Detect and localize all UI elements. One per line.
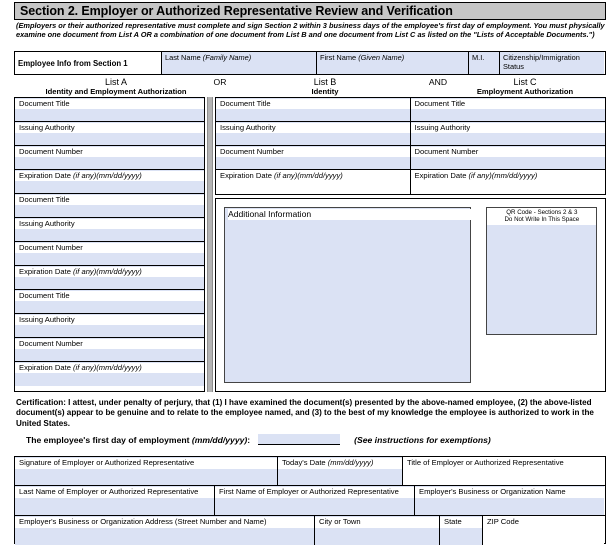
column-divider xyxy=(207,97,213,392)
conjunction-and: AND xyxy=(428,77,448,87)
todays-date-field[interactable] xyxy=(278,457,403,485)
list-b-expiration-field[interactable] xyxy=(216,170,410,193)
list-b-doc-number-field[interactable] xyxy=(216,146,410,170)
first-day-of-employment-row xyxy=(26,434,596,445)
last-name-field[interactable] xyxy=(162,52,317,74)
qr-code-label-line2: Do Not Write In This Space xyxy=(504,216,580,224)
qr-code-label xyxy=(487,208,596,225)
list-a-header xyxy=(20,77,212,97)
employer-signature-block xyxy=(14,456,606,544)
employer-last-name-label: Last Name of Employer or Authorized Representative xyxy=(15,487,214,498)
list-c-doc-title-field[interactable] xyxy=(411,98,606,122)
list-a-doc3-title-field[interactable] xyxy=(15,290,204,314)
employee-info-row xyxy=(14,51,606,75)
list-c-fields xyxy=(411,98,606,194)
employer-last-name-field[interactable] xyxy=(15,486,215,514)
employer-state-field[interactable] xyxy=(440,516,483,545)
signature-row-1 xyxy=(15,457,605,486)
list-c-doc-number-field[interactable] xyxy=(411,146,606,170)
exemption-note: (See instructions for exemptions) xyxy=(354,435,491,445)
list-b-fields xyxy=(216,98,411,194)
list-a-doc2-expiration-field[interactable] xyxy=(15,266,204,290)
document-title-label: Document Title xyxy=(15,291,204,301)
employer-first-name-label: First Name of Employer or Authorized Representative xyxy=(215,487,414,498)
first-name-field[interactable] xyxy=(317,52,469,74)
middle-initial-label: M.I. xyxy=(472,53,485,62)
expiration-date-label: Expiration Date (if any)(mm/dd/yyyy) xyxy=(15,171,204,181)
list-c-name: List C xyxy=(513,77,537,87)
list-b-name: List B xyxy=(313,77,337,87)
employer-address-label: Employer's Business or Organization Address (Street Number and Name) xyxy=(15,517,314,528)
list-a-doc3-expiration-field[interactable] xyxy=(15,362,204,386)
expiration-date-label: Expiration Date (if any)(mm/dd/yyyy) xyxy=(15,267,204,277)
list-a-doc3-number-field[interactable] xyxy=(15,338,204,362)
document-number-label: Document Number xyxy=(216,147,410,157)
employer-business-name-label: Employer's Business or Organization Name xyxy=(415,487,604,498)
employer-title-field[interactable] xyxy=(403,457,604,485)
issuing-authority-label: Issuing Authority xyxy=(15,315,204,325)
first-name-label: First Name (Given Name) xyxy=(320,53,405,62)
employer-title-label: Title of Employer or Authorized Representative xyxy=(403,458,604,469)
list-a-doc1-expiration-field[interactable] xyxy=(15,170,204,194)
expiration-date-label: Expiration Date (if any)(mm/dd/yyyy) xyxy=(15,363,204,373)
section-instructions: (Employers or their authorized representative must complete and sign Section 2 within 3 business days of the employee's first day of employment. You must physically examine one document from List A OR a combination of one document from List B and one document from List C as listed on the "Lists of Acceptable Documents.") xyxy=(16,21,605,40)
issuing-authority-label: Issuing Authority xyxy=(216,123,410,133)
list-a-doc1-number-field[interactable] xyxy=(15,146,204,170)
employer-address-field[interactable] xyxy=(15,516,315,545)
document-number-label: Document Number xyxy=(15,243,204,253)
signature-row-3 xyxy=(15,516,605,545)
conjunction-or: OR xyxy=(213,77,227,87)
employer-business-name-field[interactable] xyxy=(415,486,604,514)
list-a-doc2-title-field[interactable] xyxy=(15,194,204,218)
document-title-label: Document Title xyxy=(15,99,204,109)
list-a-doc2-issuing-authority-field[interactable] xyxy=(15,218,204,242)
certification-text: Certification: I attest, under penalty of perjury, that (1) I have examined the document(s) presented by the above-named employee, (2) the above-listed document(s) appear to be genuine and to relate to the employee named, and (3) to the best of my knowledge the employee is authorized to work in the United States. xyxy=(16,398,594,428)
expiration-date-label: Expiration Date (if any)(mm/dd/yyyy) xyxy=(411,171,606,181)
todays-date-label: Today's Date (mm/dd/yyyy) xyxy=(278,458,402,469)
document-title-label: Document Title xyxy=(216,99,410,109)
expiration-date-label: Expiration Date (if any)(mm/dd/yyyy) xyxy=(216,171,410,181)
first-day-input[interactable] xyxy=(258,434,340,445)
employee-info-label-text: Employee Info from Section 1 xyxy=(18,59,128,68)
list-a-doc3-issuing-authority-field[interactable] xyxy=(15,314,204,338)
employer-signature-label: Signature of Employer or Authorized Representative xyxy=(15,458,277,469)
additional-information-label: Additional Information xyxy=(228,209,472,220)
document-number-label: Document Number xyxy=(15,339,204,349)
list-c-subtitle: Employment Authorization xyxy=(476,87,574,96)
list-c-expiration-field[interactable] xyxy=(411,170,606,193)
additional-information-field[interactable] xyxy=(224,207,471,383)
qr-code-label-line1: QR Code - Sections 2 & 3 xyxy=(506,209,578,216)
employer-zip-field[interactable] xyxy=(483,516,604,545)
employer-city-field[interactable] xyxy=(315,516,440,545)
issuing-authority-label: Issuing Authority xyxy=(15,219,204,229)
list-a-name: List A xyxy=(104,77,127,87)
list-a-doc1-title-field[interactable] xyxy=(15,98,204,122)
list-b-header xyxy=(240,77,410,97)
citizenship-status-field[interactable] xyxy=(500,52,604,74)
issuing-authority-label: Issuing Authority xyxy=(15,123,204,133)
list-bc-document-fields xyxy=(215,97,606,195)
employer-signature-field[interactable] xyxy=(15,457,278,485)
qr-code-box xyxy=(486,207,597,335)
document-title-label: Document Title xyxy=(411,99,606,109)
employer-zip-label: ZIP Code xyxy=(483,517,604,528)
employer-city-label: City or Town xyxy=(315,517,439,528)
signature-row-2 xyxy=(15,486,605,515)
employer-first-name-field[interactable] xyxy=(215,486,415,514)
employee-info-row-label xyxy=(15,52,162,74)
document-columns xyxy=(14,97,606,392)
citizenship-status-label: Citizenship/Immigration Status xyxy=(503,53,580,71)
first-day-label: The employee's first day of employment (mm/dd/yyyy): xyxy=(26,435,251,445)
document-title-label: Document Title xyxy=(15,195,204,205)
list-b-doc-title-field[interactable] xyxy=(216,98,410,122)
list-b-issuing-authority-field[interactable] xyxy=(216,122,410,146)
employer-state-label: State xyxy=(440,517,482,528)
additional-info-panel xyxy=(215,198,606,392)
list-c-header xyxy=(440,77,610,97)
list-a-doc2-number-field[interactable] xyxy=(15,242,204,266)
page-title: Section 2. Employer or Authorized Representative Review and Verification xyxy=(20,4,453,18)
middle-initial-field[interactable] xyxy=(469,52,500,74)
document-number-label: Document Number xyxy=(411,147,606,157)
list-a-subtitle: Identity and Employment Authorization xyxy=(45,87,187,96)
list-b-subtitle: Identity xyxy=(311,87,339,96)
list-a-doc1-issuing-authority-field[interactable] xyxy=(15,122,204,146)
issuing-authority-label: Issuing Authority xyxy=(411,123,606,133)
last-name-label: Last Name (Family Name) xyxy=(165,53,252,62)
list-a-column xyxy=(14,97,205,392)
list-bc-column xyxy=(215,97,606,392)
section-header-bar xyxy=(14,2,606,20)
list-column-headers xyxy=(0,77,614,97)
list-c-issuing-authority-field[interactable] xyxy=(411,122,606,146)
document-number-label: Document Number xyxy=(15,147,204,157)
